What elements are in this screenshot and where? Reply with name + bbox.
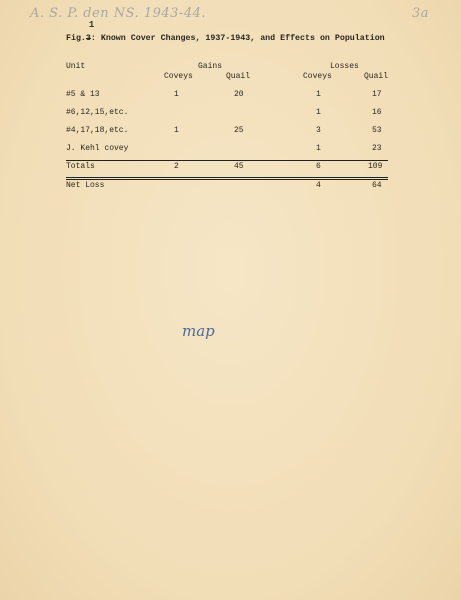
crossed-figure-number: 3: [85, 34, 91, 43]
row-gains-coveys: 1: [174, 90, 179, 99]
handwritten-note: map: [182, 322, 215, 340]
header-losses: Losses: [330, 62, 359, 71]
row-losses-coveys: 3: [316, 126, 321, 135]
title-text: : Known Cover Changes, 1937-1943, and Effects on Population: [90, 34, 385, 43]
header-unit: Unit: [66, 62, 86, 71]
header-gains: Gains: [198, 62, 223, 71]
row-unit: #5 & 13: [66, 90, 100, 99]
totals-losses-coveys: 6: [316, 162, 321, 171]
row-losses-coveys: 1: [316, 108, 321, 117]
row-losses-quail: 17: [372, 90, 382, 99]
subheader-gains-quail: Quail: [226, 72, 251, 81]
net-rule: [66, 177, 388, 178]
net-label: Net Loss: [66, 181, 105, 190]
subheader-gains-coveys: Coveys: [164, 72, 193, 81]
totals-gains-quail: 45: [234, 162, 244, 171]
row-gains-quail: 25: [234, 126, 244, 135]
row-unit: #6,12,15,etc.: [66, 108, 129, 117]
totals-rule: [66, 160, 388, 161]
subheader-losses-coveys: Coveys: [303, 72, 332, 81]
row-losses-quail: 23: [372, 144, 382, 153]
totals-gains-coveys: 2: [174, 162, 179, 171]
inserted-figure-number: 1: [88, 20, 95, 30]
row-gains-coveys: 1: [174, 126, 179, 135]
row-unit: #4,17,18,etc.: [66, 126, 129, 135]
subheader-losses-quail: Quail: [364, 72, 389, 81]
pencil-annotation: A. S. P. den NS. 1943-44.: [30, 6, 206, 21]
net-losses-coveys: 4: [316, 181, 321, 190]
figure-title: [66, 20, 385, 43]
page-number: 3a: [411, 6, 429, 21]
row-losses-coveys: 1: [316, 144, 321, 153]
row-losses-quail: 16: [372, 108, 382, 117]
title-prefix: Fig.: [66, 34, 86, 43]
row-unit: J. Kehl covey: [66, 144, 129, 153]
row-gains-quail: 20: [234, 90, 244, 99]
row-losses-quail: 53: [372, 126, 382, 135]
totals-losses-quail: 109: [368, 162, 383, 171]
totals-label: Totals: [66, 162, 95, 171]
net-losses-quail: 64: [372, 181, 382, 190]
net-rule-double: [66, 179, 388, 180]
row-losses-coveys: 1: [316, 90, 321, 99]
